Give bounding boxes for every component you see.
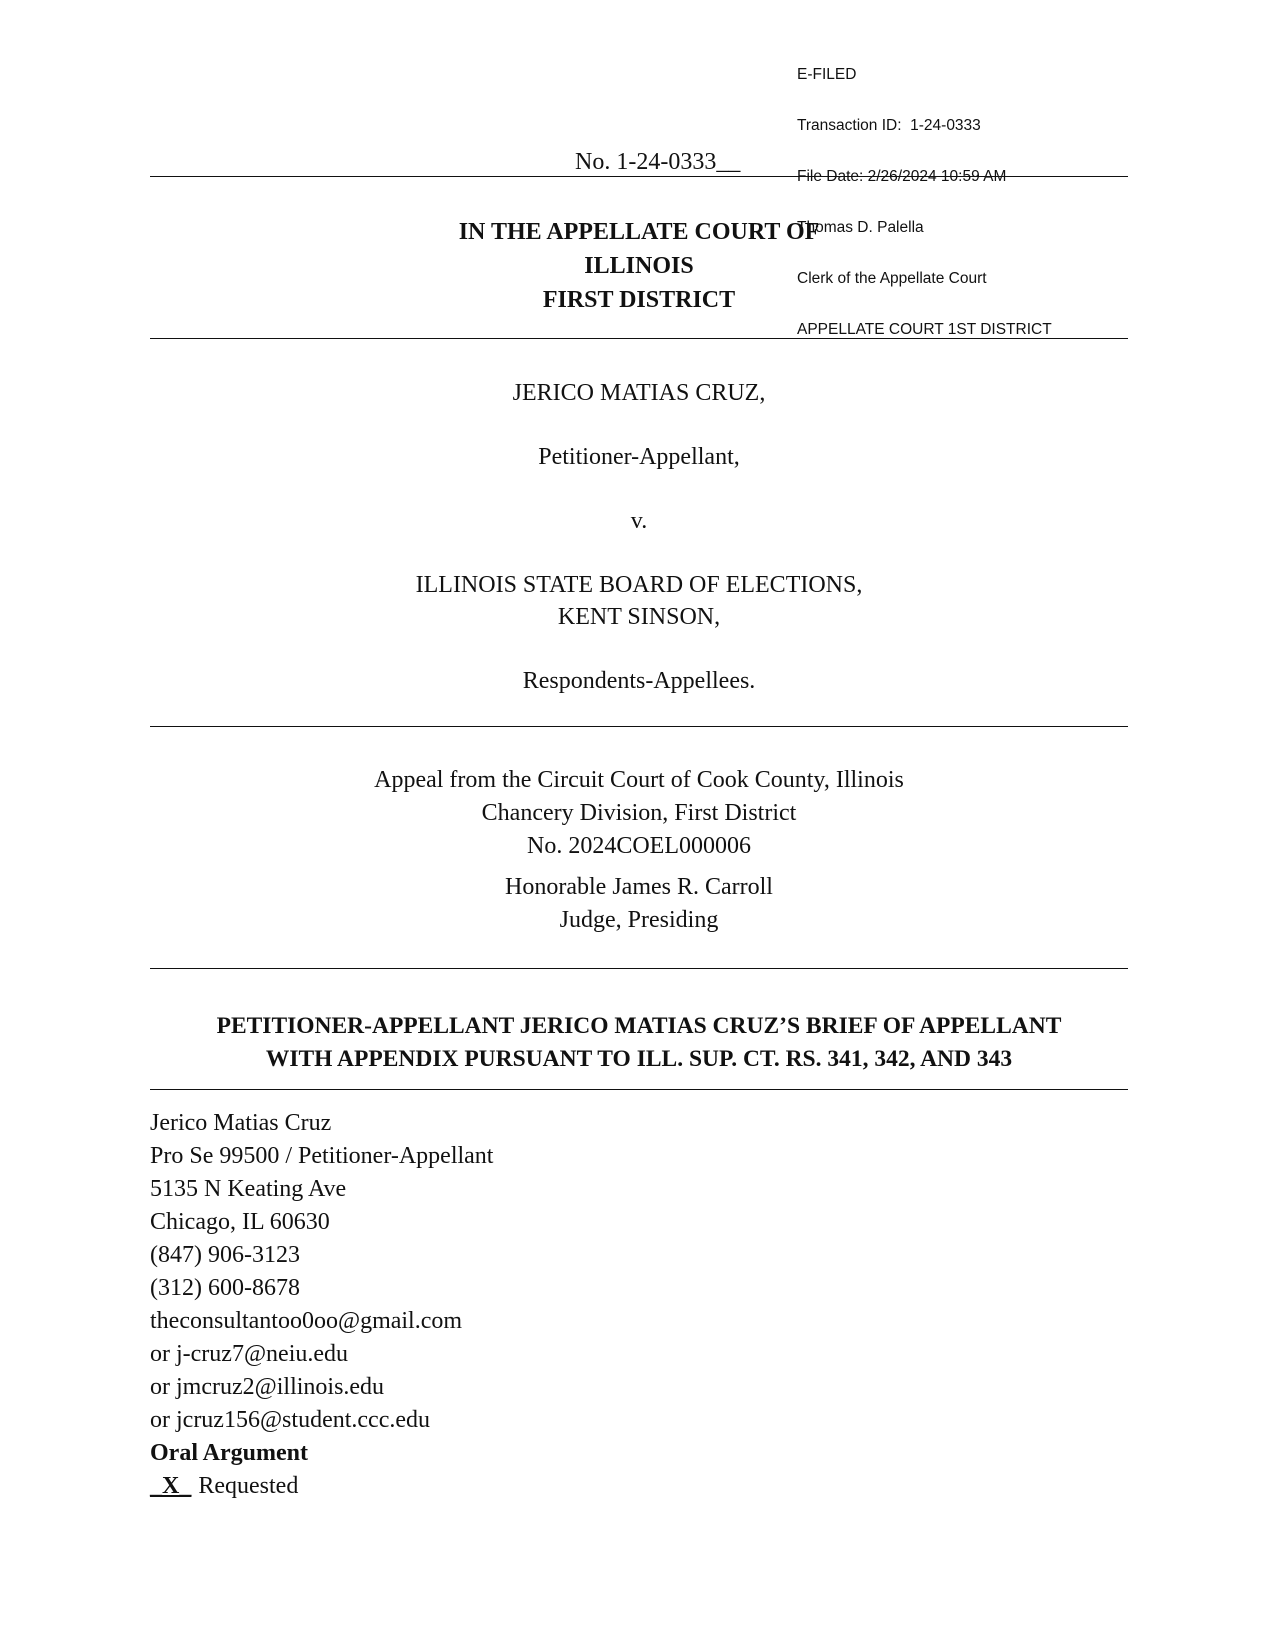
- judge-role: Judge, Presiding: [559, 907, 719, 933]
- respondent-role: Respondents-Appellees.: [522, 668, 756, 694]
- brief-title-line: WITH APPENDIX PURSUANT TO ILL. SUP. CT. RS. 341, 342, AND 343: [265, 1046, 1013, 1072]
- appeal-division: Chancery Division, First District: [481, 800, 797, 826]
- court-title-line: FIRST DISTRICT: [542, 287, 736, 313]
- oral-argument-request: [150, 1470, 493, 1503]
- case-number: No. 1-24-0333__: [575, 149, 741, 175]
- contact-role: Pro Se 99500 / Petitioner-Appellant: [150, 1143, 494, 1169]
- court-title: [150, 215, 1128, 317]
- stamp-line: File Date: 2/26/2024 10:59 AM: [797, 168, 1007, 185]
- judge-name: Honorable James R. Carroll: [505, 874, 773, 900]
- court-title-line: IN THE APPELLATE COURT OF: [458, 219, 820, 245]
- oral-argument-heading: Oral Argument: [150, 1440, 308, 1466]
- stamp-line: Thomas D. Palella: [797, 219, 924, 236]
- contact-email: theconsultantoo0oo@gmail.com: [150, 1308, 463, 1334]
- court-title-line: ILLINOIS: [584, 253, 694, 279]
- respondent-name: KENT SINSON,: [557, 604, 721, 630]
- stamp-line: Transaction ID: 1-24-0333: [797, 117, 981, 134]
- contact-block: [150, 1107, 493, 1503]
- divider-rule: [150, 338, 1128, 339]
- brief-title-line: PETITIONER-APPELLANT JERICO MATIAS CRUZ’S BRIEF OF APPELLANT: [216, 1013, 1062, 1039]
- contact-phone: (847) 906-3123: [150, 1242, 300, 1268]
- contact-city: Chicago, IL 60630: [150, 1209, 330, 1235]
- contact-email: or jcruz156@student.ccc.edu: [150, 1407, 430, 1433]
- lower-case-number: No. 2024COEL000006: [527, 833, 751, 859]
- divider-rule: [150, 968, 1128, 969]
- contact-phone: (312) 600-8678: [150, 1275, 300, 1301]
- versus-text: v.: [630, 508, 648, 534]
- contact-address: 5135 N Keating Ave: [150, 1176, 347, 1202]
- header-rule: [150, 176, 1128, 177]
- case-number-header: [150, 149, 1128, 177]
- petitioner-role: Petitioner-Appellant,: [538, 444, 740, 470]
- petitioner-name: JERICO MATIAS CRUZ,: [512, 380, 766, 406]
- case-caption: [150, 377, 1128, 697]
- oral-argument-mark: _X_: [150, 1473, 192, 1499]
- respondent-name: ILLINOIS STATE BOARD OF ELECTIONS,: [415, 572, 863, 598]
- contact-email: or j-cruz7@neiu.edu: [150, 1341, 349, 1367]
- appeal-info: [150, 764, 1128, 937]
- oral-argument-status: Requested: [198, 1473, 299, 1499]
- contact-email: or jmcruz2@illinois.edu: [150, 1374, 385, 1400]
- stamp-line: APPELLATE COURT 1ST DISTRICT: [797, 321, 1052, 338]
- appeal-court: Appeal from the Circuit Court of Cook County, Illinois: [374, 767, 904, 793]
- stamp-line: Clerk of the Appellate Court: [797, 270, 987, 287]
- stamp-line: E-FILED: [797, 66, 857, 83]
- contact-name: Jerico Matias Cruz: [150, 1110, 332, 1136]
- brief-title: [150, 1010, 1128, 1076]
- divider-rule: [150, 1089, 1128, 1090]
- divider-rule: [150, 726, 1128, 727]
